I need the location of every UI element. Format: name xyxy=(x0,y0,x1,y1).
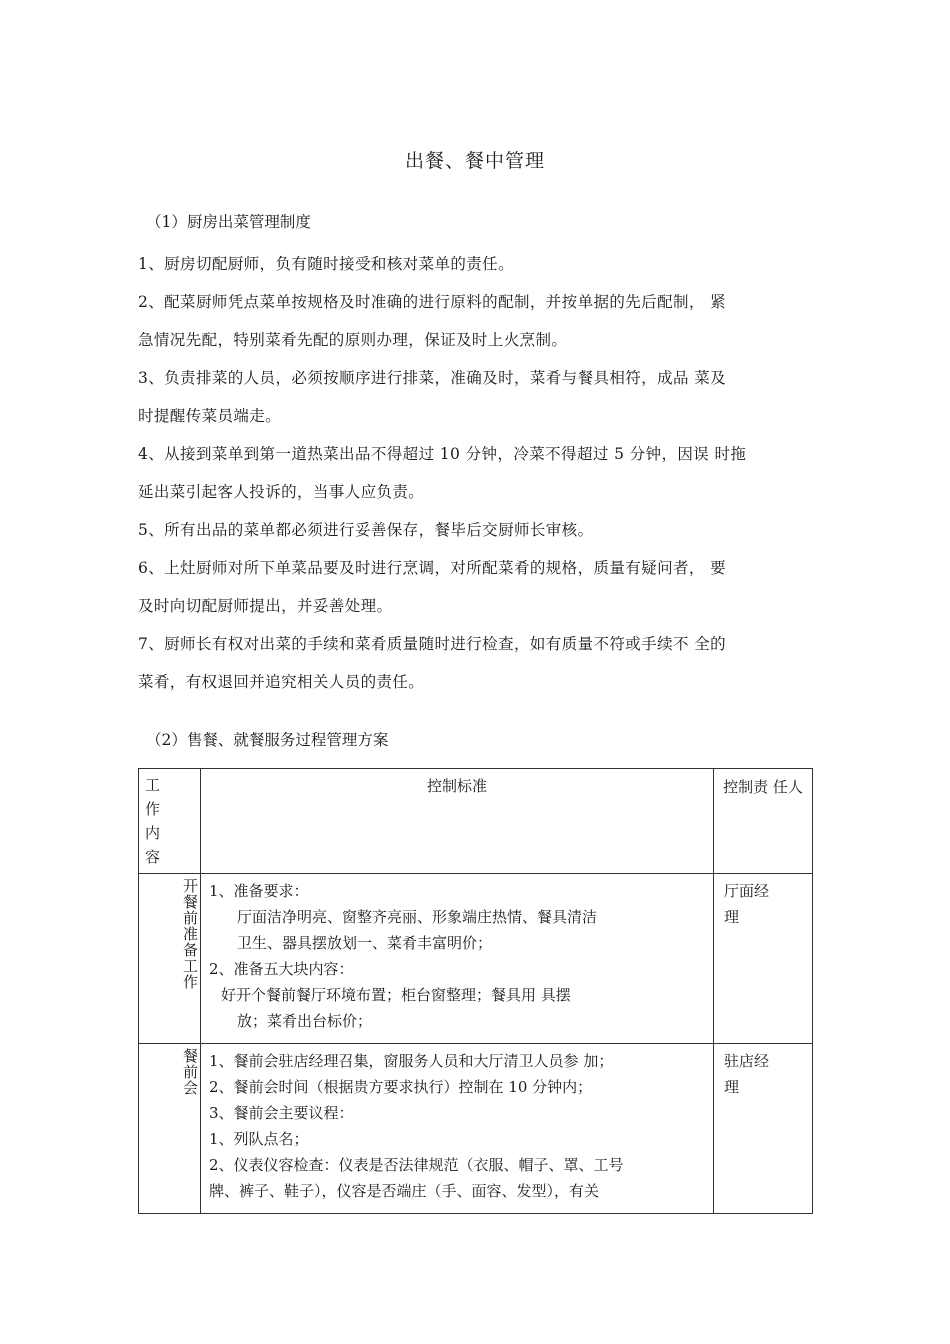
standard-line: 放；菜肴出台标价； xyxy=(237,1012,373,1030)
responsible-line: 厅面经 xyxy=(724,882,770,900)
standard-line: 厅面洁净明亮、窗整齐亮丽、形象端庄热情、餐具清洁 xyxy=(237,908,598,926)
table-row xyxy=(139,874,813,1044)
table-header-row xyxy=(139,769,813,874)
standard-line: 1、列队点名； xyxy=(209,1130,309,1148)
row-standard-cell xyxy=(201,1044,714,1214)
responsible-line: 驻店经 xyxy=(724,1052,770,1070)
rule-line: 5、所有出品的菜单都必须进行妥善保存，餐毕后交厨师长审核。 xyxy=(138,521,594,539)
standard-line: 1、准备要求： xyxy=(209,882,309,900)
kitchen-rules-list xyxy=(138,245,828,701)
rule-item-7 xyxy=(138,625,828,701)
rule-item-1 xyxy=(138,245,828,283)
rule-item-5 xyxy=(138,511,828,549)
header-responsible: 控制责 任人 xyxy=(714,769,813,874)
standard-line: 2、餐前会时间（根据贵方要求执行）控制在 10 分钟内； xyxy=(209,1078,593,1096)
rule-line: 1、厨房切配厨师，负有随时接受和核对菜单的责任。 xyxy=(138,255,514,273)
rule-line: 菜肴，有权退回并追究相关人员的责任。 xyxy=(138,673,425,691)
rule-line: 2、配菜厨师凭点菜单按规格及时准确的进行原料的配制，并按单据的先后配制， 紧 xyxy=(138,293,726,311)
rule-line: 及时向切配厨师提出，并妥善处理。 xyxy=(138,597,393,615)
rule-item-3 xyxy=(138,359,828,435)
rule-item-2 xyxy=(138,283,828,359)
header-control-standard: 控制标准 xyxy=(201,769,714,874)
rule-line: 急情况先配，特别菜肴先配的原则办理，保证及时上火烹制。 xyxy=(138,331,568,349)
row-content-cell: 开餐前准备工作 xyxy=(139,874,201,1044)
standard-line: 1、餐前会驻店经理召集，窗服务人员和大厅清卫人员参 加； xyxy=(209,1052,614,1070)
row-content-cell: 餐前会 xyxy=(139,1044,201,1214)
standard-line: 好开个餐前餐厅环境布置；柜台窗整理；餐具用 具摆 xyxy=(221,986,571,1004)
page-title: 出餐、餐中管理 xyxy=(404,150,545,172)
section-heading-kitchen: （1）厨房出菜管理制度 xyxy=(146,213,311,231)
section-heading-service: （2）售餐、就餐服务过程管理方案 xyxy=(146,731,389,749)
standard-line: 卫生、器具摆放划一、菜肴丰富明价； xyxy=(237,934,493,952)
row-responsible-cell xyxy=(714,1044,813,1214)
row-standard-cell xyxy=(201,874,714,1044)
responsible-line: 理 xyxy=(724,908,740,926)
rule-item-6 xyxy=(138,549,828,625)
standard-line: 牌、裤子、鞋子），仪容是否端庄（手、面容、发型），有关 xyxy=(209,1182,600,1200)
responsible-line: 理 xyxy=(724,1078,740,1096)
rule-line: 延出菜引起客人投诉的，当事人应负责。 xyxy=(138,483,425,501)
rule-item-4 xyxy=(138,435,828,511)
rule-line: 3、负责排菜的人员，必须按顺序进行排菜，准确及时，菜肴与餐具相符，成品 菜及 xyxy=(138,369,726,387)
rule-line: 4、从接到菜单到第一道热菜出品不得超过 10 分钟，冷菜不得超过 5 分钟，因误 时拖 xyxy=(138,445,747,463)
rule-line: 6、上灶厨师对所下单菜品要及时进行烹调，对所配菜肴的规格，质量有疑问者， 要 xyxy=(138,559,726,577)
standard-line: 2、准备五大块内容： xyxy=(209,960,354,978)
standard-line: 2、仪表仪容检查：仪表是否法律规范（衣服、帽子、罩、工号 xyxy=(209,1156,624,1174)
rule-line: 7、厨师长有权对出菜的手续和菜肴质量随时进行检查，如有质量不符或手续不 全的 xyxy=(138,635,726,653)
row-responsible-cell xyxy=(714,874,813,1044)
header-work-content: 工 作 内 容 xyxy=(139,769,201,874)
table-row xyxy=(139,1044,813,1214)
standard-line: 3、餐前会主要议程： xyxy=(209,1104,354,1122)
service-plan-table xyxy=(138,768,813,1214)
rule-line: 时提醒传菜员端走。 xyxy=(138,407,282,425)
